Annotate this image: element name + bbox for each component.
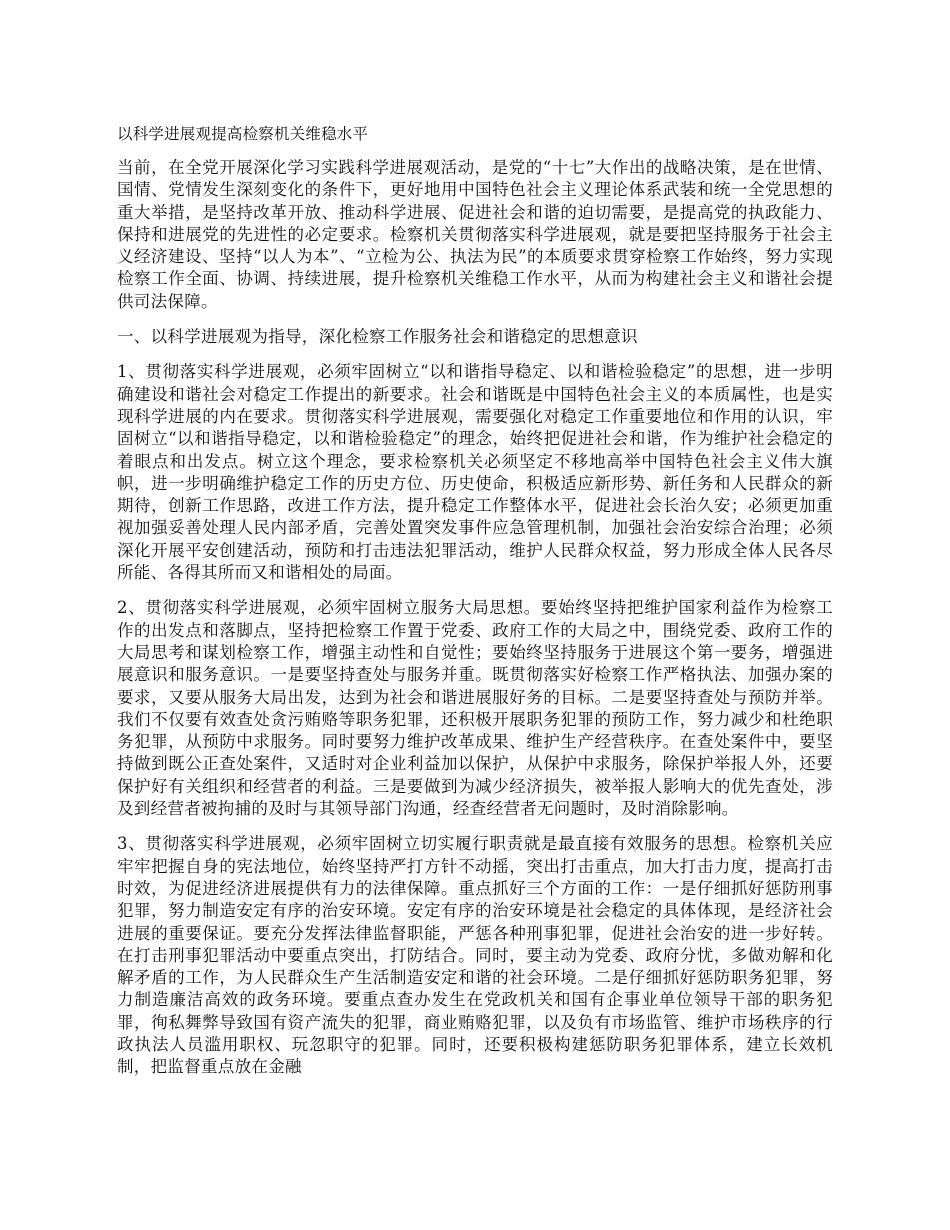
intro-paragraph: 当前，在全党开展深化学习实践科学进展观活动，是党的“十七”大作出的战略决策，是在世情、国情、党情发生深刻变化的条件下，更好地用中国特色社会主义理论体系武装和统一全党思想的重大举措，是坚持改革开放、推动科学进展、促进社会和谐的迫切需要，是提高党的执政能力、保持和进展党的先进性的必定要求。检察机关贯彻落实科学进展观，就是要把坚持服务于社会主义经济建设、坚持“以人为本”、“立检为公、执法为民”的本质要求贯穿检察工作始终，努力实现检察工作全面、协调、持续进展，提升检察机关维稳工作水平，从而为构建社会主义和谐社会提供司法保障。: [117, 158, 833, 311]
document-title: 以科学进展观提高检察机关维稳水平: [117, 125, 369, 143]
paragraph-1: 1、贯彻落实科学进展观，必须牢固树立“以和谐指导稳定、以和谐检验稳定”的思想，进一步明确建设和谐社会对稳定工作提出的新要求。社会和谐既是中国特色社会主义的本质属性，也是实现科学进展的内在要求。贯彻落实科学进展观，需要强化对稳定工作重要地位和作用的认识，牢固树立“以和谐指导稳定，以和谐检验稳定”的理念，始终把促进社会和谐，作为维护社会稳定的着眼点和出发点。树立这个理念，要求检察机关必须坚定不移地高举中国特色社会主义伟大旗帜，进一步明确维护稳定工作的历史方位、历史使命，积极适应新形势、新任务和人民群众的新期待，创新工作思路，改进工作方法，提升稳定工作整体水平，促进社会长治久安；必须更加重视加强妥善处理人民内部矛盾，完善处置突发事件应急管理机制，加强社会治安综合治理；必须深化开展平安创建活动，预防和打击违法犯罪活动，维护人民群众权益，努力形成全体人民各尽所能、各得其所而又和谐相处的局面。: [117, 362, 833, 583]
paragraph-3: 3、贯彻落实科学进展观，必须牢固树立切实履行职责就是最直接有效服务的思想。检察机关应牢牢把握自身的宪法地位，始终坚持严打方针不动摇，突出打击重点，加大打击力度，提高打击时效，为促进经济进展提供有力的法律保障。重点抓好三个方面的工作：一是仔细抓好惩防刑事犯罪，努力制造安定有序的治安环境。安定有序的治安环境是社会稳定的具体体现，是经济社会进展的重要保证。要充分发挥法律监督职能，严惩各种刑事犯罪，促进社会治安的进一步好转。在打击刑事犯罪活动中要重点突出，打防结合。同时，要主动为党委、政府分忧，多做劝解和化解矛盾的工作，为人民群众生产生活制造安定和谐的社会环境。二是仔细抓好惩防职务犯罪，努力制造廉洁高效的政务环境。要重点查办发生在党政机关和国有企事业单位领导干部的职务犯罪，徇私舞弊导致国有资产流失的犯罪，商业贿赂犯罪，以及负有市场监管、维护市场秩序的行政执法人员滥用职权、玩忽职守的犯罪。同时，还要积极构建惩防职务犯罪体系，建立长效机制，把监督重点放在金融: [117, 834, 833, 1077]
paragraph-2: 2、贯彻落实科学进展观，必须牢固树立服务大局思想。要始终坚持把维护国家利益作为检察工作的出发点和落脚点，坚持把检察工作置于党委、政府工作的大局之中，围绕党委、政府工作的大局思考和谋划检察工作，增强主动性和自觉性；要始终坚持服务于进展这个第一要务，增强进展意识和服务意识。一是要坚持查处与服务并重。既贯彻落实好检察工作严格执法、加强办案的要求，又要从服务大局出发，达到为社会和谐进展服好务的目标。二是要坚持查处与预防并举。我们不仅要有效查处贪污贿赂等职务犯罪，还积极开展职务犯罪的预防工作，努力减少和杜绝职务犯罪，从预防中求服务。同时要努力维护改革成果、维护生产经营秩序。在查处案件中，要坚持做到既公正查处案件，又适时对企业利益加以保护，从保护中求服务，除保护举报人外，还要保护好有关组织和经营者的利益。三是要做到为减少经济损失，被举报人影响大的优先查处，涉及到经营者被拘捕的及时与其领导部门沟通，经查经营者无问题时，及时消除影响。: [117, 598, 833, 819]
document-page: [117, 123, 833, 1092]
section-heading: 一、以科学进展观为指导，深化检察工作服务社会和谐稳定的思想意识: [117, 327, 638, 347]
